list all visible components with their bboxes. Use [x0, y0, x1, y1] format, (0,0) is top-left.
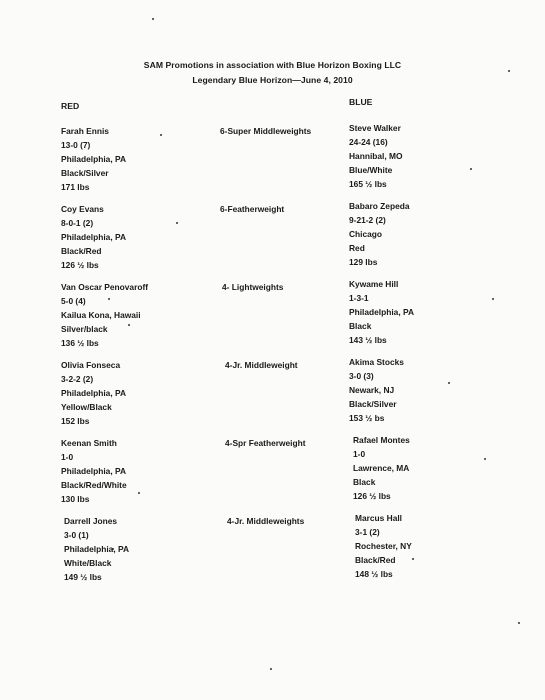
fighter-record: 1-3-1	[349, 293, 369, 303]
blue-fighter	[349, 277, 414, 347]
fighter-weight: 165 ½ lbs	[349, 179, 387, 189]
fighter-hometown: Kailua Kona, Hawaii	[61, 310, 141, 320]
fighter-record: 1-0	[353, 449, 366, 459]
fighter-hometown: Philadelphia, PA	[64, 544, 129, 554]
fighter-name: Akima Stocks	[349, 357, 404, 367]
fighter-weight: 136 ½ lbs	[61, 338, 99, 348]
blue-fighter	[349, 121, 403, 191]
fighter-name: Rafael Montes	[353, 435, 410, 445]
fighter-trunks: Black	[349, 321, 372, 331]
fighter-record: 3-0 (1)	[64, 530, 89, 540]
fighter-hometown: Philadelphia, PA	[61, 466, 126, 476]
fighter-name: Babaro Zepeda	[349, 201, 410, 211]
fighter-trunks: Black/Red	[61, 246, 102, 256]
red-fighter	[61, 280, 148, 350]
bout-row	[0, 514, 545, 594]
bout-row	[0, 202, 545, 282]
fighter-record: 1-0	[61, 452, 74, 462]
scan-speck	[518, 622, 520, 624]
fighter-name: Darrell Jones	[64, 516, 118, 526]
fighter-trunks: Black	[353, 477, 376, 487]
red-fighter	[61, 358, 126, 428]
fighter-weight: 149 ½ lbs	[64, 572, 102, 582]
red-fighter	[61, 202, 126, 272]
fighter-weight: 171 lbs	[61, 182, 90, 192]
fighter-weight: 153 ½ bs	[349, 413, 385, 423]
red-fighter	[61, 124, 126, 194]
fighter-trunks: Silver/black	[61, 324, 108, 334]
fighter-name: Kywame Hill	[349, 279, 399, 289]
fighter-trunks: Black/Red	[355, 555, 396, 565]
fighter-weight: 129 lbs	[349, 257, 378, 267]
fighter-weight: 130 lbs	[61, 494, 90, 504]
fighter-hometown: Philadelphia, PA	[349, 307, 414, 317]
fighter-weight: 126 ½ lbs	[353, 491, 391, 501]
fighter-record: 3-1 (2)	[355, 527, 380, 537]
fighter-hometown: Lawrence, MA	[353, 463, 410, 473]
fighter-record: 3-0 (3)	[349, 371, 374, 381]
document-title: SAM Promotions in association with Blue Horizon Boxing LLC	[143, 60, 402, 70]
fighter-weight: 152 lbs	[61, 416, 90, 426]
bout-division: 6-Featherweight	[220, 204, 285, 214]
fighter-trunks: Yellow/Black	[61, 402, 112, 412]
fighter-name: Coy Evans	[61, 204, 104, 214]
red-fighter	[64, 514, 129, 584]
fighter-name: Olivia Fonseca	[61, 360, 121, 370]
bout-row	[0, 436, 545, 516]
blue-fighter	[355, 511, 412, 581]
bout-division: 4- Lightweights	[222, 282, 284, 292]
bout-row	[0, 280, 545, 360]
bout-division: 4-Jr. Middleweights	[227, 516, 305, 526]
scan-speck	[152, 18, 154, 20]
fighter-hometown: Newark, NJ	[349, 385, 395, 395]
blue-corner-heading: BLUE	[349, 97, 373, 107]
fighter-trunks: Black/Silver	[349, 399, 397, 409]
fighter-trunks: Black/Silver	[61, 168, 109, 178]
bout-row	[0, 358, 545, 438]
red-fighter	[61, 436, 127, 506]
fighter-trunks: Blue/White	[349, 165, 393, 175]
fighter-name: Farah Ennis	[61, 126, 109, 136]
fighter-name: Steve Walker	[349, 123, 401, 133]
scan-speck	[270, 668, 272, 670]
fighter-hometown: Hannibal, MO	[349, 151, 403, 161]
fighter-name: Keenan Smith	[61, 438, 117, 448]
fighter-hometown: Chicago	[349, 229, 383, 239]
fighter-record: 5-0 (4)	[61, 296, 86, 306]
blue-fighter	[353, 433, 410, 503]
event-subtitle: Legendary Blue Horizon—June 4, 2010	[192, 75, 353, 85]
red-corner-heading: RED	[61, 101, 80, 111]
bout-division: 4-Jr. Middleweight	[225, 360, 298, 370]
fighter-record: 3-2-2 (2)	[61, 374, 94, 384]
fighter-record: 9-21-2 (2)	[349, 215, 386, 225]
bout-division: 6-Super Middleweights	[220, 126, 312, 136]
fighter-hometown: Philadelphia, PA	[61, 388, 126, 398]
fighter-weight: 143 ½ lbs	[349, 335, 387, 345]
fighter-record: 24-24 (16)	[349, 137, 388, 147]
fighter-record: 8-0-1 (2)	[61, 218, 94, 228]
fighter-name: Van Oscar Penovaroff	[61, 282, 149, 292]
fighter-weight: 148 ½ lbs	[355, 569, 393, 579]
bout-row	[0, 124, 545, 204]
blue-fighter	[349, 355, 404, 425]
fighter-hometown: Philadelphia, PA	[61, 232, 126, 242]
bout-division: 4-Spr Featherweight	[225, 438, 306, 448]
fighter-trunks: White/Black	[64, 558, 112, 568]
fighter-trunks: Red	[349, 243, 365, 253]
fighter-weight: 126 ½ lbs	[61, 260, 99, 270]
fighter-name: Marcus Hall	[355, 513, 403, 523]
blue-fighter	[349, 199, 410, 269]
fighter-record: 13-0 (7)	[61, 140, 91, 150]
fighter-trunks: Black/Red/White	[61, 480, 127, 490]
fighter-hometown: Philadelphia, PA	[61, 154, 126, 164]
fighter-hometown: Rochester, NY	[355, 541, 412, 551]
